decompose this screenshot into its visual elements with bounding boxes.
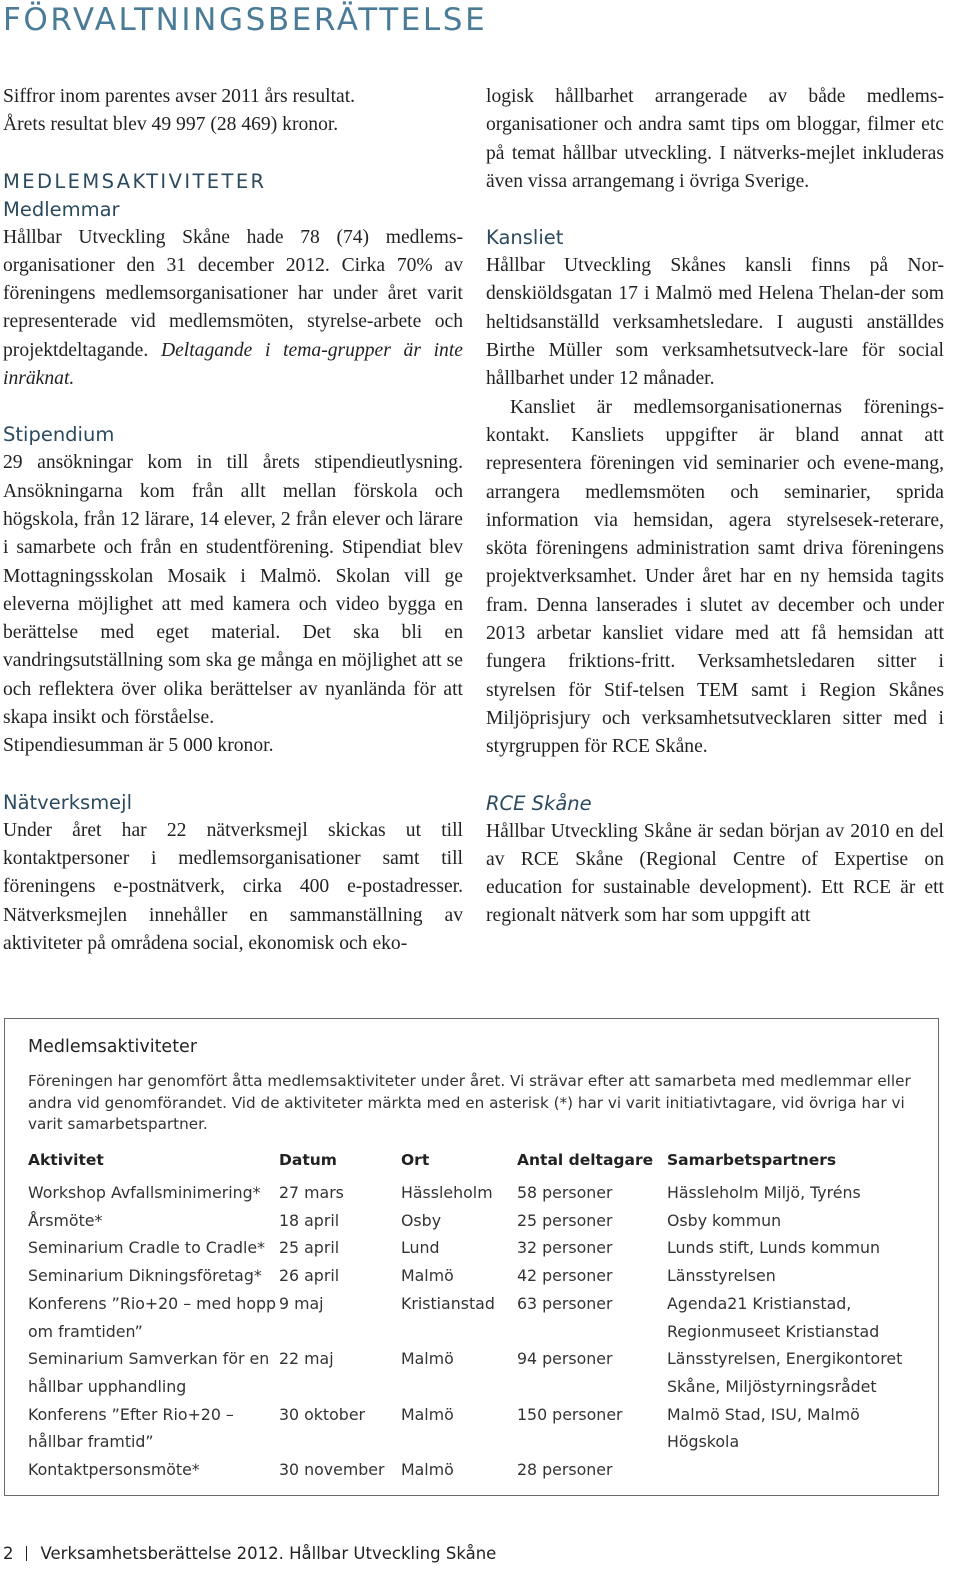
column-header: Ort <box>401 1151 430 1169</box>
office-paragraph-1: Hållbar Utveckling Skånes kansli finns på Nor-denskiöldsgatan 17 i Malmö med Helena Thelan-der som heltidsanställd verksamhetsledare. I augusti anställdes Birthe Müller som verksamhetsutveck-lare för social hållbarhet under 12 månader. <box>486 255 944 390</box>
table-cell: Malmö <box>401 1460 454 1480</box>
table-cell: 42 personer <box>517 1266 613 1286</box>
activities-box <box>4 1018 939 1496</box>
rce-paragraph: Hållbar Utveckling Skåne är sedan början av 2010 en del av RCE Skåne (Regional Centre of Expertise on education for sustainable development). Ett RCE är ett regionalt nätverk som har som uppgift att <box>486 820 944 927</box>
table-cell: Kontaktpersonsmöte* <box>28 1460 200 1480</box>
intro-line-1: Siffror inom parentes avser 2011 års resultat. <box>3 86 356 107</box>
table-cell: Länsstyrelsen, Energikontoret Skåne, Miljöstyrningsrådet <box>667 1349 903 1396</box>
members-italic-note: Deltagande i tema-grupper är inte inräknat. <box>3 339 463 390</box>
left-column <box>3 83 463 958</box>
footer-text: Verksamhetsberättelse 2012. Hållbar Utveckling Skåne <box>40 1544 497 1563</box>
scholarship-paragraph: 29 ansökningar kom in till årets stipendieutlysning. Ansökningarna kom från allt mellan förskola och högskola, från 12 lärare, 14 elever, 2 från elever och lärare i samarbete och från en studentförening. Stipendiat blev Mottagningsskolan Mosaik i Malmö. Skolan vill ge eleverna möjlighet att med kamera och video bygga en berättelse med eget material. Det ska bli en vandringsutställning som ska ge många en möjlighet att se och reflektera över olika berättelser av nyanlända för att skapa insikt och förståelse. <box>3 452 463 729</box>
table-cell: Lund <box>401 1238 440 1258</box>
table-cell: 58 personer <box>517 1183 613 1202</box>
column-header: Samarbetspartners <box>667 1151 837 1169</box>
table-cell: Osby <box>401 1210 442 1230</box>
table-cell: 26 april <box>279 1266 340 1286</box>
table-cell: Agenda21 Kristianstad, Regionmuseet Kristianstad <box>667 1293 880 1341</box>
continuation-paragraph: logisk hållbarhet arrangerade av både medlems-organisationer och andra samt tips om bloggar, filmer etc på temat hållbar utveckling. I nätverks-mejlet inkluderas även vissa arrangemang i övriga Sverige. <box>486 86 944 192</box>
table-cell <box>667 1456 927 1484</box>
table-cell: 30 november <box>279 1460 385 1480</box>
page-number: 2 <box>3 1544 14 1563</box>
scholarship-heading: Stipendium <box>3 423 115 447</box>
table-cell: Malmö <box>401 1349 454 1369</box>
table-cell: Malmö Stad, ISU, Malmö Högskola <box>667 1404 860 1452</box>
table-cell: Länsstyrelsen <box>667 1266 776 1286</box>
members-paragraph <box>3 224 463 394</box>
page-footer <box>3 1544 496 1563</box>
table-cell: 63 personer <box>517 1293 613 1313</box>
table-cell: Malmö <box>401 1404 454 1424</box>
table-cell: 25 personer <box>517 1210 613 1230</box>
table-cell: Seminarium Dikningsföretag* <box>28 1266 262 1286</box>
table-cell: Workshop Avfallsminimering* <box>28 1183 261 1202</box>
table-cell: Malmö <box>401 1266 454 1286</box>
table-cell: 9 maj <box>279 1293 324 1313</box>
table-cell: Lunds stift, Lunds kommun <box>667 1238 881 1258</box>
table-cell: 32 personer <box>517 1238 613 1258</box>
office-heading: Kansliet <box>486 226 564 250</box>
activities-box-title: Medlemsaktiviteter <box>28 1037 198 1057</box>
table-cell: Seminarium Cradle to Cradle* <box>28 1238 265 1258</box>
section-heading: MEDLEMSAKTIVITETER <box>3 169 267 193</box>
table-row <box>28 1207 927 1235</box>
table-row <box>28 1456 927 1484</box>
table-cell: Konferens ”Rio+20 – med hopp om framtiden” <box>28 1293 277 1341</box>
table-cell: Konferens ”Efter Rio+20 – hållbar framtid” <box>28 1404 234 1452</box>
right-column <box>486 83 944 931</box>
members-text: Hållbar Utveckling Skåne hade 78 (74) medlems-organisationer den 31 december 2012. Cirka 70% av föreningens medlemsorganisationer har under året varit representerade vid medlemsmöten, styrelse-arbete och projektdeltagande. <box>3 226 463 361</box>
network-heading: Nätverksmejl <box>3 790 133 814</box>
table-cell: Årsmöte* <box>28 1210 103 1230</box>
table-row <box>28 1262 927 1290</box>
table-row <box>28 1234 927 1262</box>
intro-line-2: Årets resultat blev 49 997 (28 469) kronor. <box>3 114 339 136</box>
network-paragraph: Under året har 22 nätverksmejl skickas ut till kontaktpersoner i medlemsorganisationer samt till föreningens e-postnätverk, cirka 400 e-postadresser. Nätverksmejlen innehåller en sammanställning av aktiviteter på områdena social, ekonomisk och eko- <box>3 819 463 954</box>
table-row <box>28 1401 927 1456</box>
table-cell: 30 oktober <box>279 1404 366 1424</box>
scholarship-sum: Stipendiesumman är 5 000 kronor. <box>3 735 274 757</box>
table-cell: 150 personer <box>517 1404 623 1424</box>
table-cell: 28 personer <box>517 1460 613 1480</box>
table-row <box>28 1290 927 1345</box>
table-cell: Osby kommun <box>667 1210 782 1230</box>
column-header: Datum <box>279 1151 337 1169</box>
column-header: Antal deltagare <box>517 1151 654 1169</box>
table-cell: 27 mars <box>279 1183 344 1202</box>
column-header: Aktivitet <box>28 1151 104 1169</box>
table-row <box>28 1345 927 1400</box>
activities-table <box>28 1151 927 1484</box>
table-cell: 22 maj <box>279 1349 334 1369</box>
table-cell: Hässleholm <box>401 1183 493 1202</box>
table-row <box>28 1179 927 1207</box>
table-cell: Seminarium Samverkan för en hållbar upphandling <box>28 1349 270 1396</box>
office-paragraph-2: Kansliet är medlemsorganisationernas förenings-kontakt. Kansliets uppgifter är bland annat att representera föreningen vid seminarier och evene-mang, arrangera medlemsmöten och seminarier, sprida information via hemsidan, agera styrelsesek-reterare, sköta föreningens administration samt driva föreningens projektverksamhet. Under året har en ny hemsida tagits fram. Denna lanserades i slutet av december och under 2013 arbetar kansliet vidare med att få hemsidan att fungera friktions-fritt. Verksamhetsledaren sitter i styrelsen för Stif-telsen TEM samt i Region Skånes Miljöprisjury och verksamhetsutvecklaren sitter med i styrgruppen för RCE Skåne. <box>486 396 944 758</box>
table-header-row <box>28 1151 927 1179</box>
table-cell: Hässleholm Miljö, Tyréns <box>667 1183 861 1202</box>
table-cell: 94 personer <box>517 1349 613 1369</box>
footer-divider <box>26 1546 27 1561</box>
table-cell: Kristianstad <box>401 1293 495 1313</box>
table-cell: 18 april <box>279 1210 340 1230</box>
members-heading: Medlemmar <box>3 197 120 221</box>
table-cell: 25 april <box>279 1238 340 1258</box>
activities-box-description: Föreningen har genomfört åtta medlemsaktiviteter under året. Vi strävar efter att samarbeta med medlemmar eller andra vid genomförandet. Vid de aktiviteter märkta med en asterisk (*) har vi varit initiativtagare, vid övriga har vi varit samarbetspartner. <box>28 1072 911 1133</box>
rce-heading: RCE Skåne <box>486 791 592 815</box>
page-title: FÖRVALTNINGSBERÄTTELSE <box>3 2 488 38</box>
